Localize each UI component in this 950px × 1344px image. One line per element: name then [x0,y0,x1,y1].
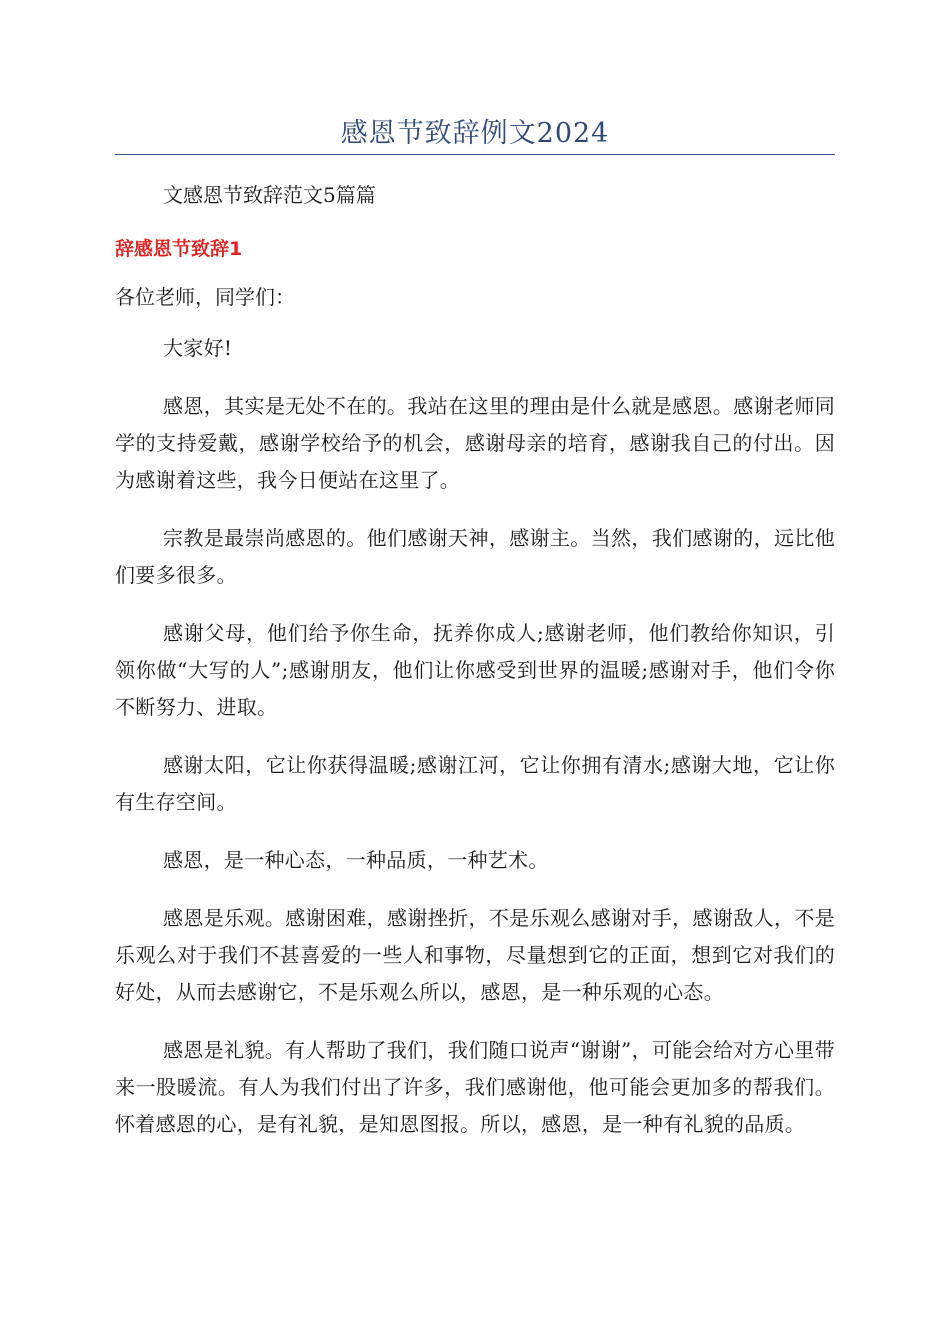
salutation: 各位老师，同学们： [115,285,295,309]
paragraph: 感谢太阳，它让你获得温暖;感谢江河，它让你拥有清水;感谢大地，它让你有生存空间。 [115,753,835,814]
paragraph: 感恩是乐观。感谢困难，感谢挫折，不是乐观么感谢对手，感谢敌人，不是乐观么对于我们不甚喜爱的一些人和事物，尽量想到它的正面，想到它对我们的好处，从而去感谢它，不是乐观么所以，感恩，是一种乐观的心态。 [115,906,835,1004]
paragraph: 感恩是礼貌。有人帮助了我们，我们随口说声“谢谢”，可能会给对方心里带来一股暖流。有人为我们付出了许多，我们感谢他，他可能会更加多的帮我们。怀着感恩的心，是有礼貌，是知恩图报。所以，感恩，是一种有礼貌的品质。 [115,1038,835,1136]
paragraph-greeting: 大家好! [163,336,233,360]
title-underline [115,154,835,155]
paragraph: 感谢父母，他们给予你生命，抚养你成人;感谢老师，他们教给你知识，引领你做“大写的人”;感谢朋友，他们让你感受到世界的温暖;感谢对手，他们令你不断努力、进取。 [115,621,835,719]
paragraph: 宗教是最崇尚感恩的。他们感谢天神，感谢主。当然，我们感谢的，远比他们要多很多。 [115,526,835,587]
paragraph: 感恩，其实是无处不在的。我站在这里的理由是什么就是感恩。感谢老师同学的支持爱戴，感谢学校给予的机会，感谢母亲的培育，感谢我自己的付出。因为感谢着这些，我今日便站在这里了。 [115,394,835,492]
document-body [115,330,835,1164]
document-title: 感恩节致辞例文2024 [340,118,610,149]
section-heading: 辞感恩节致辞1 [115,238,243,260]
document-subtitle: 文感恩节致辞范文5篇篇 [163,183,376,207]
paragraph: 感恩，是一种心态，一种品质，一种艺术。 [163,848,549,872]
